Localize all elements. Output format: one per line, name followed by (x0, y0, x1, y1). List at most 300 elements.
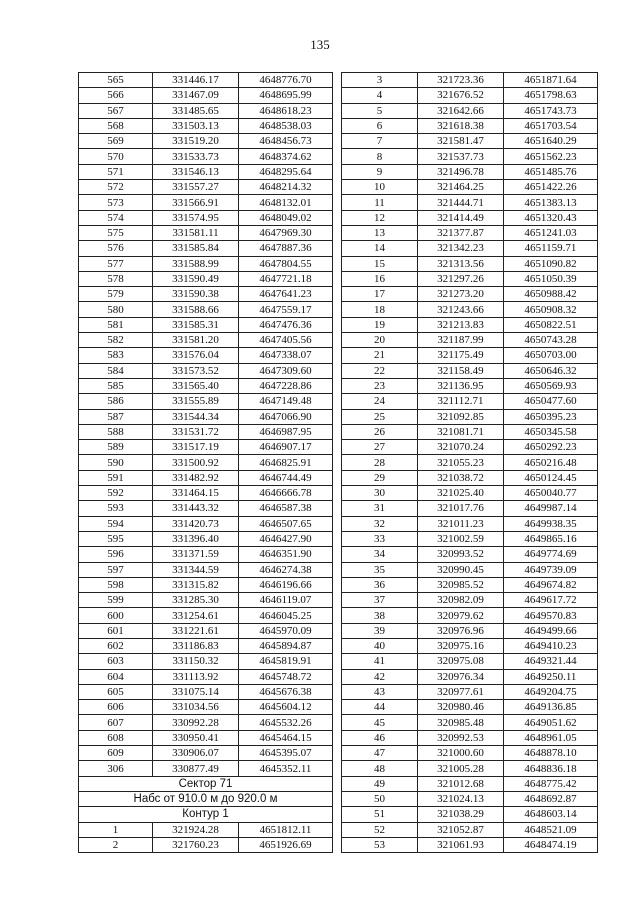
y-coordinate-cell: 4647149.48 (239, 394, 333, 409)
x-coordinate-cell: 330950.41 (153, 730, 239, 745)
table-row (342, 455, 598, 470)
table-row (79, 225, 333, 240)
point-number-cell: 568 (79, 118, 153, 133)
x-coordinate-cell: 331588.66 (153, 302, 239, 317)
x-coordinate-cell: 321061.93 (418, 837, 504, 852)
table-row (79, 424, 333, 439)
table-row (342, 302, 598, 317)
table-row (342, 118, 598, 133)
y-coordinate-cell: 4649051.62 (504, 715, 598, 730)
y-coordinate-cell: 4645819.91 (239, 654, 333, 669)
x-coordinate-cell: 320990.45 (418, 562, 504, 577)
y-coordinate-cell: 4648618.23 (239, 103, 333, 118)
point-number-cell: 14 (342, 241, 418, 256)
x-coordinate-cell: 331285.30 (153, 593, 239, 608)
y-coordinate-cell: 4645604.12 (239, 700, 333, 715)
table-row (79, 531, 333, 546)
table-row (79, 378, 333, 393)
y-coordinate-cell: 4651926.69 (239, 837, 333, 852)
point-number-cell: 51 (342, 807, 418, 822)
y-coordinate-cell: 4645970.09 (239, 623, 333, 638)
point-number-cell: 7 (342, 134, 418, 149)
table-row (79, 409, 333, 424)
table-row (342, 225, 598, 240)
x-coordinate-cell: 321342.23 (418, 241, 504, 256)
y-coordinate-cell: 4649136.85 (504, 700, 598, 715)
table-row (342, 577, 598, 592)
y-coordinate-cell: 4646907.17 (239, 440, 333, 455)
x-coordinate-cell: 321243.66 (418, 302, 504, 317)
y-coordinate-cell: 4649617.72 (504, 593, 598, 608)
point-number-cell: 598 (79, 577, 153, 592)
y-coordinate-cell: 4650908.32 (504, 302, 598, 317)
sector-title-row (79, 776, 333, 791)
x-coordinate-cell: 321038.29 (418, 807, 504, 822)
point-number-cell: 18 (342, 302, 418, 317)
x-coordinate-cell: 331503.13 (153, 118, 239, 133)
point-number-cell: 588 (79, 424, 153, 439)
table-row (342, 837, 598, 852)
point-number-cell: 567 (79, 103, 153, 118)
x-coordinate-cell: 331396.40 (153, 531, 239, 546)
y-coordinate-cell: 4647887.36 (239, 241, 333, 256)
y-coordinate-cell: 4646744.49 (239, 470, 333, 485)
x-coordinate-cell: 321081.71 (418, 424, 504, 439)
point-number-cell: 579 (79, 287, 153, 302)
table-row (342, 149, 598, 164)
x-coordinate-cell: 321158.49 (418, 363, 504, 378)
point-number-cell: 575 (79, 225, 153, 240)
y-coordinate-cell: 4651798.63 (504, 88, 598, 103)
table-row (79, 88, 333, 103)
x-coordinate-cell: 331546.13 (153, 164, 239, 179)
y-coordinate-cell: 4646987.95 (239, 424, 333, 439)
table-row (79, 73, 333, 88)
x-coordinate-cell: 320975.08 (418, 654, 504, 669)
y-coordinate-cell: 4645532.26 (239, 715, 333, 730)
table-row (342, 593, 598, 608)
point-number-cell: 28 (342, 455, 418, 470)
table-row (79, 394, 333, 409)
y-coordinate-cell: 4650124.45 (504, 470, 598, 485)
x-coordinate-cell: 331500.92 (153, 455, 239, 470)
y-coordinate-cell: 4648521.09 (504, 822, 598, 837)
table-row (342, 317, 598, 332)
point-number-cell: 585 (79, 378, 153, 393)
point-number-cell: 20 (342, 333, 418, 348)
y-coordinate-cell: 4648836.18 (504, 761, 598, 776)
table-row (342, 730, 598, 745)
table-row (342, 669, 598, 684)
coordinates-table-right (341, 72, 598, 853)
y-coordinate-cell: 4650822.51 (504, 317, 598, 332)
table-row (342, 700, 598, 715)
point-number-cell: 574 (79, 210, 153, 225)
x-coordinate-cell: 331075.14 (153, 684, 239, 699)
table-row (79, 164, 333, 179)
table-row (342, 424, 598, 439)
y-coordinate-cell: 4646119.07 (239, 593, 333, 608)
y-coordinate-cell: 4646045.25 (239, 608, 333, 623)
table-row (79, 761, 333, 776)
x-coordinate-cell: 321924.28 (153, 822, 239, 837)
table-row (79, 271, 333, 286)
point-number-cell: 589 (79, 440, 153, 455)
y-coordinate-cell: 4649570.83 (504, 608, 598, 623)
point-number-cell: 602 (79, 638, 153, 653)
y-coordinate-cell: 4648474.19 (504, 837, 598, 852)
point-number-cell: 570 (79, 149, 153, 164)
point-number-cell: 13 (342, 225, 418, 240)
y-coordinate-cell: 4647559.17 (239, 302, 333, 317)
x-coordinate-cell: 331150.32 (153, 654, 239, 669)
y-coordinate-cell: 4651422.26 (504, 180, 598, 195)
table-row (342, 440, 598, 455)
point-number-cell: 25 (342, 409, 418, 424)
x-coordinate-cell: 331566.91 (153, 195, 239, 210)
sector-title: Сектор 71 (79, 776, 333, 791)
table-row (79, 562, 333, 577)
table-row (342, 271, 598, 286)
x-coordinate-cell: 331533.73 (153, 149, 239, 164)
table-row (79, 317, 333, 332)
point-number-cell: 36 (342, 577, 418, 592)
table-row (342, 470, 598, 485)
table-row (79, 593, 333, 608)
point-number-cell: 572 (79, 180, 153, 195)
y-coordinate-cell: 4649987.14 (504, 501, 598, 516)
table-row (79, 440, 333, 455)
x-coordinate-cell: 320982.09 (418, 593, 504, 608)
y-coordinate-cell: 4646351.90 (239, 547, 333, 562)
contour-title: Контур 1 (79, 807, 333, 822)
table-row (342, 531, 598, 546)
point-number-cell: 578 (79, 271, 153, 286)
height-range-row (79, 791, 333, 806)
table-row (79, 118, 333, 133)
table-row (342, 287, 598, 302)
y-coordinate-cell: 4651812.11 (239, 822, 333, 837)
y-coordinate-cell: 4648214.32 (239, 180, 333, 195)
point-number-cell: 41 (342, 654, 418, 669)
point-number-cell: 48 (342, 761, 418, 776)
point-number-cell: 52 (342, 822, 418, 837)
table-row (79, 348, 333, 363)
x-coordinate-cell: 321377.87 (418, 225, 504, 240)
table-row (79, 470, 333, 485)
point-number-cell: 42 (342, 669, 418, 684)
y-coordinate-cell: 4647338.07 (239, 348, 333, 363)
table-row (342, 378, 598, 393)
table-row (342, 547, 598, 562)
y-coordinate-cell: 4650292.23 (504, 440, 598, 455)
table-row (342, 103, 598, 118)
table-row (342, 746, 598, 761)
table-row (79, 333, 333, 348)
table-row (79, 715, 333, 730)
x-coordinate-cell: 321213.83 (418, 317, 504, 332)
point-number-cell: 306 (79, 761, 153, 776)
y-coordinate-cell: 4648775.42 (504, 776, 598, 791)
x-coordinate-cell: 321175.49 (418, 348, 504, 363)
point-number-cell: 581 (79, 317, 153, 332)
table-row (79, 103, 333, 118)
point-number-cell: 46 (342, 730, 418, 745)
y-coordinate-cell: 4647228.86 (239, 378, 333, 393)
point-number-cell: 27 (342, 440, 418, 455)
y-coordinate-cell: 4651743.73 (504, 103, 598, 118)
point-number-cell: 569 (79, 134, 153, 149)
table-row (342, 715, 598, 730)
y-coordinate-cell: 4648878.10 (504, 746, 598, 761)
y-coordinate-cell: 4651090.82 (504, 256, 598, 271)
y-coordinate-cell: 4647309.60 (239, 363, 333, 378)
point-number-cell: 596 (79, 547, 153, 562)
y-coordinate-cell: 4649410.23 (504, 638, 598, 653)
x-coordinate-cell: 331576.04 (153, 348, 239, 363)
table-row (79, 302, 333, 317)
point-number-cell: 8 (342, 149, 418, 164)
y-coordinate-cell: 4646825.91 (239, 455, 333, 470)
point-number-cell: 609 (79, 746, 153, 761)
table-row (79, 730, 333, 745)
x-coordinate-cell: 321011.23 (418, 516, 504, 531)
table-row (79, 210, 333, 225)
point-number-cell: 15 (342, 256, 418, 271)
table-row (79, 287, 333, 302)
table-row (342, 684, 598, 699)
y-coordinate-cell: 4647804.55 (239, 256, 333, 271)
table-row (79, 822, 333, 837)
point-number-cell: 592 (79, 486, 153, 501)
y-coordinate-cell: 4648776.70 (239, 73, 333, 88)
y-coordinate-cell: 4648374.62 (239, 149, 333, 164)
y-coordinate-cell: 4650703.00 (504, 348, 598, 363)
table-row (342, 394, 598, 409)
y-coordinate-cell: 4650988.42 (504, 287, 598, 302)
point-number-cell: 597 (79, 562, 153, 577)
x-coordinate-cell: 321024.13 (418, 791, 504, 806)
x-coordinate-cell: 321002.59 (418, 531, 504, 546)
point-number-cell: 582 (79, 333, 153, 348)
x-coordinate-cell: 321618.38 (418, 118, 504, 133)
y-coordinate-cell: 4651050.39 (504, 271, 598, 286)
x-coordinate-cell: 331581.20 (153, 333, 239, 348)
point-number-cell: 591 (79, 470, 153, 485)
x-coordinate-cell: 320980.46 (418, 700, 504, 715)
point-number-cell: 53 (342, 837, 418, 852)
x-coordinate-cell: 321642.66 (418, 103, 504, 118)
table-row (342, 501, 598, 516)
x-coordinate-cell: 321017.76 (418, 501, 504, 516)
table-row (342, 516, 598, 531)
x-coordinate-cell: 331467.09 (153, 88, 239, 103)
point-number-cell: 599 (79, 593, 153, 608)
point-number-cell: 566 (79, 88, 153, 103)
x-coordinate-cell: 330906.07 (153, 746, 239, 761)
y-coordinate-cell: 4650216.48 (504, 455, 598, 470)
x-coordinate-cell: 321038.72 (418, 470, 504, 485)
table-row (79, 180, 333, 195)
x-coordinate-cell: 331485.65 (153, 103, 239, 118)
table-row (79, 638, 333, 653)
y-coordinate-cell: 4650743.28 (504, 333, 598, 348)
table-row (342, 348, 598, 363)
point-number-cell: 586 (79, 394, 153, 409)
table-row (79, 195, 333, 210)
point-number-cell: 38 (342, 608, 418, 623)
x-coordinate-cell: 331557.27 (153, 180, 239, 195)
contour-title-row (79, 807, 333, 822)
y-coordinate-cell: 4650477.60 (504, 394, 598, 409)
x-coordinate-cell: 331420.73 (153, 516, 239, 531)
point-number-cell: 47 (342, 746, 418, 761)
y-coordinate-cell: 4645894.87 (239, 638, 333, 653)
table-row (79, 837, 333, 852)
y-coordinate-cell: 4651241.03 (504, 225, 598, 240)
table-row (79, 547, 333, 562)
point-number-cell: 571 (79, 164, 153, 179)
point-number-cell: 594 (79, 516, 153, 531)
point-number-cell: 604 (79, 669, 153, 684)
y-coordinate-cell: 4648695.99 (239, 88, 333, 103)
point-number-cell: 587 (79, 409, 153, 424)
y-coordinate-cell: 4650040.77 (504, 486, 598, 501)
x-coordinate-cell: 331517.19 (153, 440, 239, 455)
y-coordinate-cell: 4646507.65 (239, 516, 333, 531)
x-coordinate-cell: 321136.95 (418, 378, 504, 393)
x-coordinate-cell: 321273.20 (418, 287, 504, 302)
y-coordinate-cell: 4645748.72 (239, 669, 333, 684)
y-coordinate-cell: 4651320.43 (504, 210, 598, 225)
x-coordinate-cell: 331113.92 (153, 669, 239, 684)
y-coordinate-cell: 4647641.23 (239, 287, 333, 302)
point-number-cell: 21 (342, 348, 418, 363)
table-row (79, 669, 333, 684)
x-coordinate-cell: 331371.59 (153, 547, 239, 562)
table-row (342, 409, 598, 424)
x-coordinate-cell: 320985.52 (418, 577, 504, 592)
x-coordinate-cell: 331446.17 (153, 73, 239, 88)
point-number-cell: 44 (342, 700, 418, 715)
x-coordinate-cell: 321313.56 (418, 256, 504, 271)
x-coordinate-cell: 321005.28 (418, 761, 504, 776)
y-coordinate-cell: 4648295.64 (239, 164, 333, 179)
point-number-cell: 593 (79, 501, 153, 516)
x-coordinate-cell: 321000.60 (418, 746, 504, 761)
x-coordinate-cell: 321055.23 (418, 455, 504, 470)
point-number-cell: 24 (342, 394, 418, 409)
table-row (79, 241, 333, 256)
point-number-cell: 3 (342, 73, 418, 88)
point-number-cell: 584 (79, 363, 153, 378)
table-row (79, 501, 333, 516)
page-number: 135 (310, 37, 330, 52)
y-coordinate-cell: 4651485.76 (504, 164, 598, 179)
y-coordinate-cell: 4651871.64 (504, 73, 598, 88)
point-number-cell: 565 (79, 73, 153, 88)
y-coordinate-cell: 4650646.32 (504, 363, 598, 378)
point-number-cell: 607 (79, 715, 153, 730)
x-coordinate-cell: 331590.49 (153, 271, 239, 286)
y-coordinate-cell: 4648132.01 (239, 195, 333, 210)
table-row (342, 195, 598, 210)
table-row (342, 180, 598, 195)
y-coordinate-cell: 4649321.44 (504, 654, 598, 669)
point-number-cell: 40 (342, 638, 418, 653)
table-row (342, 256, 598, 271)
x-coordinate-cell: 321444.71 (418, 195, 504, 210)
x-coordinate-cell: 331585.31 (153, 317, 239, 332)
point-number-cell: 23 (342, 378, 418, 393)
x-coordinate-cell: 330992.28 (153, 715, 239, 730)
y-coordinate-cell: 4650569.93 (504, 378, 598, 393)
table-row (342, 486, 598, 501)
table-row (79, 134, 333, 149)
point-number-cell: 608 (79, 730, 153, 745)
y-coordinate-cell: 4648456.73 (239, 134, 333, 149)
point-number-cell: 595 (79, 531, 153, 546)
y-coordinate-cell: 4651159.71 (504, 241, 598, 256)
point-number-cell: 12 (342, 210, 418, 225)
x-coordinate-cell: 321414.49 (418, 210, 504, 225)
y-coordinate-cell: 4648538.03 (239, 118, 333, 133)
table-row (342, 608, 598, 623)
x-coordinate-cell: 331573.52 (153, 363, 239, 378)
y-coordinate-cell: 4649204.75 (504, 684, 598, 699)
x-coordinate-cell: 321025.40 (418, 486, 504, 501)
point-number-cell: 606 (79, 700, 153, 715)
point-number-cell: 577 (79, 256, 153, 271)
point-number-cell: 34 (342, 547, 418, 562)
point-number-cell: 32 (342, 516, 418, 531)
table-row (79, 577, 333, 592)
x-coordinate-cell: 331186.83 (153, 638, 239, 653)
point-number-cell: 4 (342, 88, 418, 103)
point-number-cell: 43 (342, 684, 418, 699)
x-coordinate-cell: 320977.61 (418, 684, 504, 699)
x-coordinate-cell: 320975.16 (418, 638, 504, 653)
x-coordinate-cell: 330877.49 (153, 761, 239, 776)
x-coordinate-cell: 331221.61 (153, 623, 239, 638)
height-range: Набс от 910.0 м до 920.0 м (79, 791, 333, 806)
x-coordinate-cell: 331254.61 (153, 608, 239, 623)
table-row (79, 700, 333, 715)
point-number-cell: 35 (342, 562, 418, 577)
table-row (342, 210, 598, 225)
table-row (342, 822, 598, 837)
table-row (342, 776, 598, 791)
x-coordinate-cell: 321464.25 (418, 180, 504, 195)
y-coordinate-cell: 4650395.23 (504, 409, 598, 424)
x-coordinate-cell: 320992.53 (418, 730, 504, 745)
y-coordinate-cell: 4647066.90 (239, 409, 333, 424)
x-coordinate-cell: 321676.52 (418, 88, 504, 103)
y-coordinate-cell: 4648692.87 (504, 791, 598, 806)
x-coordinate-cell: 331464.15 (153, 486, 239, 501)
table-row (342, 562, 598, 577)
table-row (342, 791, 598, 806)
point-number-cell: 573 (79, 195, 153, 210)
y-coordinate-cell: 4646427.90 (239, 531, 333, 546)
x-coordinate-cell: 331034.56 (153, 700, 239, 715)
x-coordinate-cell: 331588.99 (153, 256, 239, 271)
y-coordinate-cell: 4648961.05 (504, 730, 598, 745)
table-row (79, 623, 333, 638)
table-row (342, 88, 598, 103)
x-coordinate-cell: 321187.99 (418, 333, 504, 348)
y-coordinate-cell: 4651383.13 (504, 195, 598, 210)
